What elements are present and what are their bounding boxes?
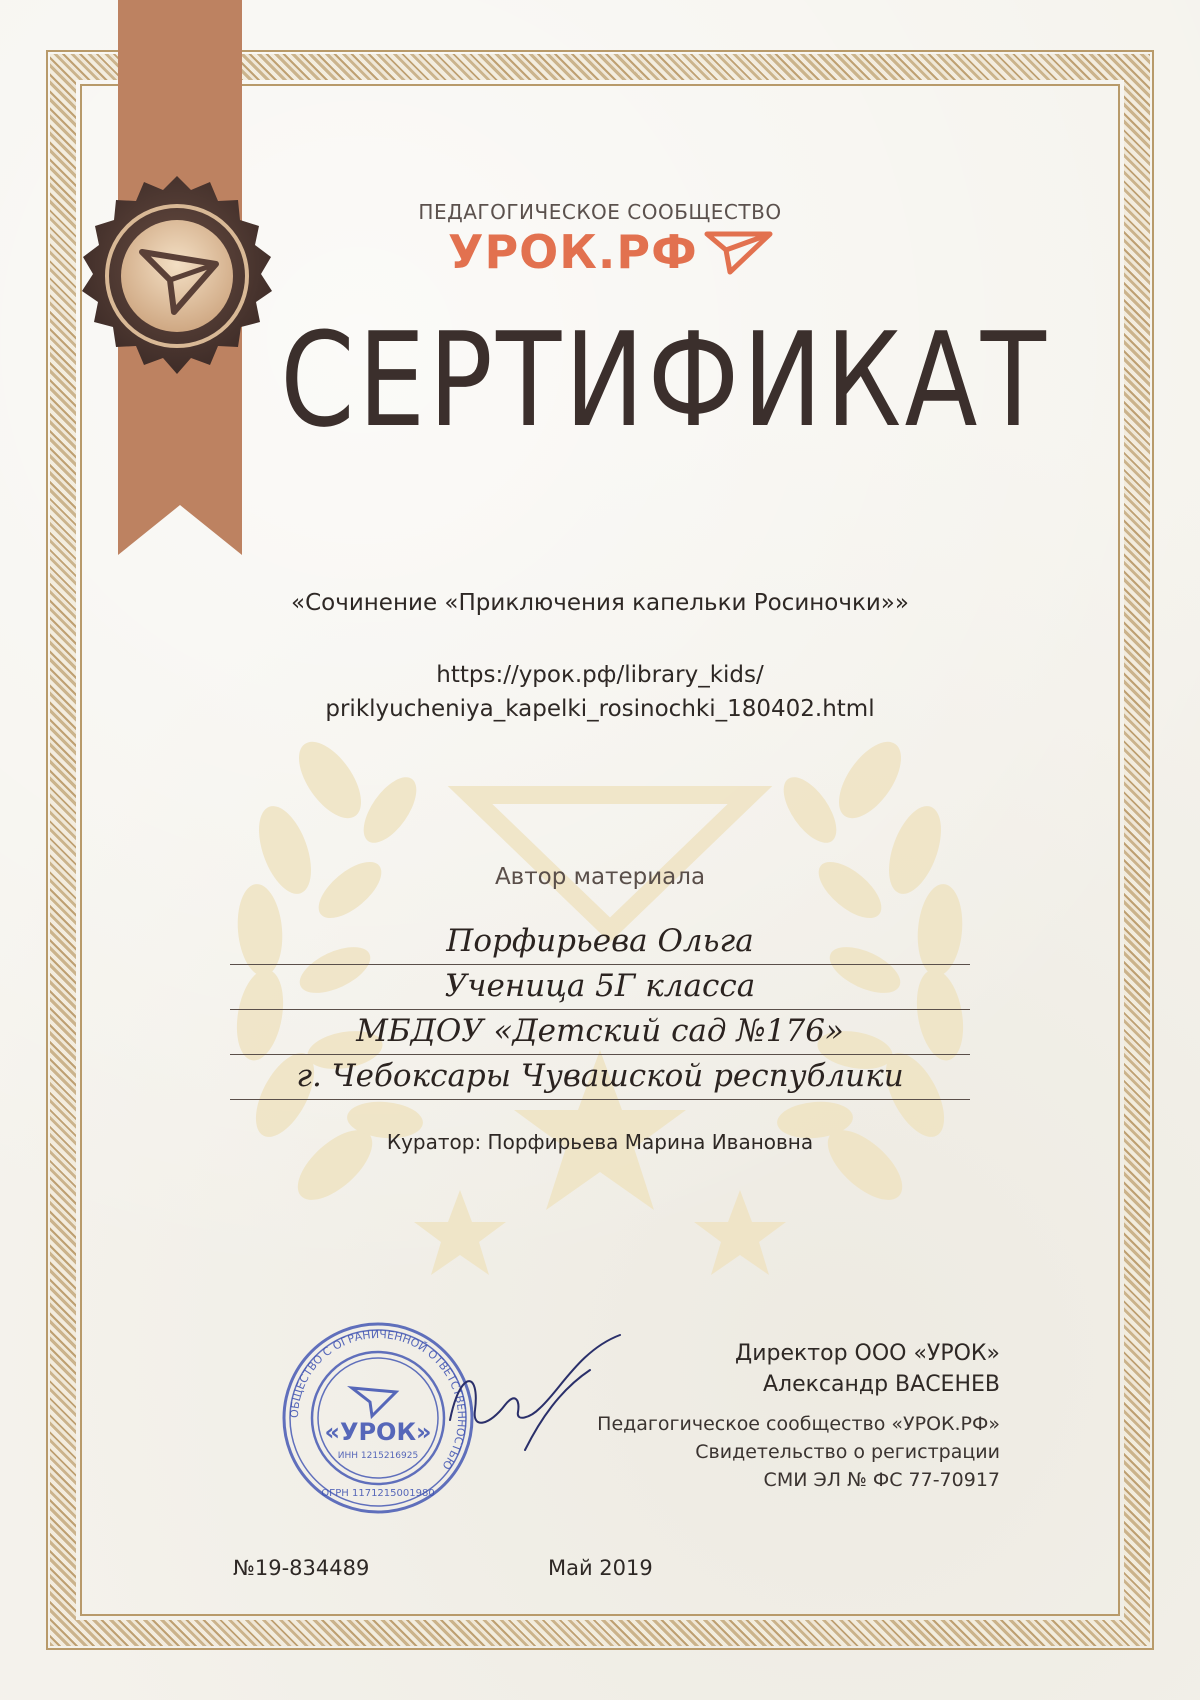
director-title: Директор ООО «УРОК» (735, 1341, 1000, 1366)
stamp-center-text: «УРОК» (324, 1418, 432, 1446)
registry-line-3: СМИ ЭЛ № ФС 77-70917 (763, 1469, 1000, 1491)
work-title: «Сочинение «Приключения капельки Росиночки»» (291, 590, 909, 616)
author-city: г. Чебоксары Чувашской республики (230, 1055, 970, 1100)
paper-plane-icon (704, 228, 774, 276)
author-name: Порфирьева Ольга (230, 920, 970, 965)
work-url-line-2: priklyucheniya_kapelki_rosinochki_180402.html (325, 696, 875, 722)
certificate-number: №19-834489 (233, 1556, 370, 1580)
certificate-date: Май 2019 (548, 1556, 653, 1580)
signature-icon (420, 1330, 640, 1460)
curator: Куратор: Порфирьева Марина Ивановна (386, 1130, 814, 1154)
brand-name: УРОК.РФ (448, 225, 698, 279)
work-url-line-1: https://урок.рф/library_kids/ (436, 662, 764, 688)
community-label: ПЕДАГОГИЧЕСКОЕ СООБЩЕСТВО (418, 200, 782, 224)
author-institution: МБДОУ «Детский сад №176» (230, 1010, 970, 1055)
author-label: Автор материала (494, 864, 706, 890)
rosette-seal-icon (70, 172, 284, 386)
stamp-ring-text: ОБЩЕСТВО С ОГРАНИЧЕННОЙ ОТВЕТСТВЕННОСТЬЮ (287, 1327, 469, 1472)
registry-line-2: Свидетельство о регистрации (695, 1441, 1000, 1463)
director-name: Александр ВАСЕНЕВ (762, 1372, 1000, 1397)
stamp-inn-text: ИНН 1215216925 (337, 1451, 419, 1461)
author-role: Ученица 5Г класса (230, 965, 970, 1010)
registry-block (597, 1410, 1000, 1494)
brand-logo (448, 222, 774, 282)
registry-line-1: Педагогическое сообщество «УРОК.РФ» (597, 1413, 1000, 1435)
director-block (735, 1338, 1000, 1400)
stamp-ogrn-text: ОГРН 1171215001980 (321, 1488, 435, 1499)
certificate-title: СЕРТИФИКАТ (280, 304, 1050, 456)
work-url (150, 658, 1050, 726)
